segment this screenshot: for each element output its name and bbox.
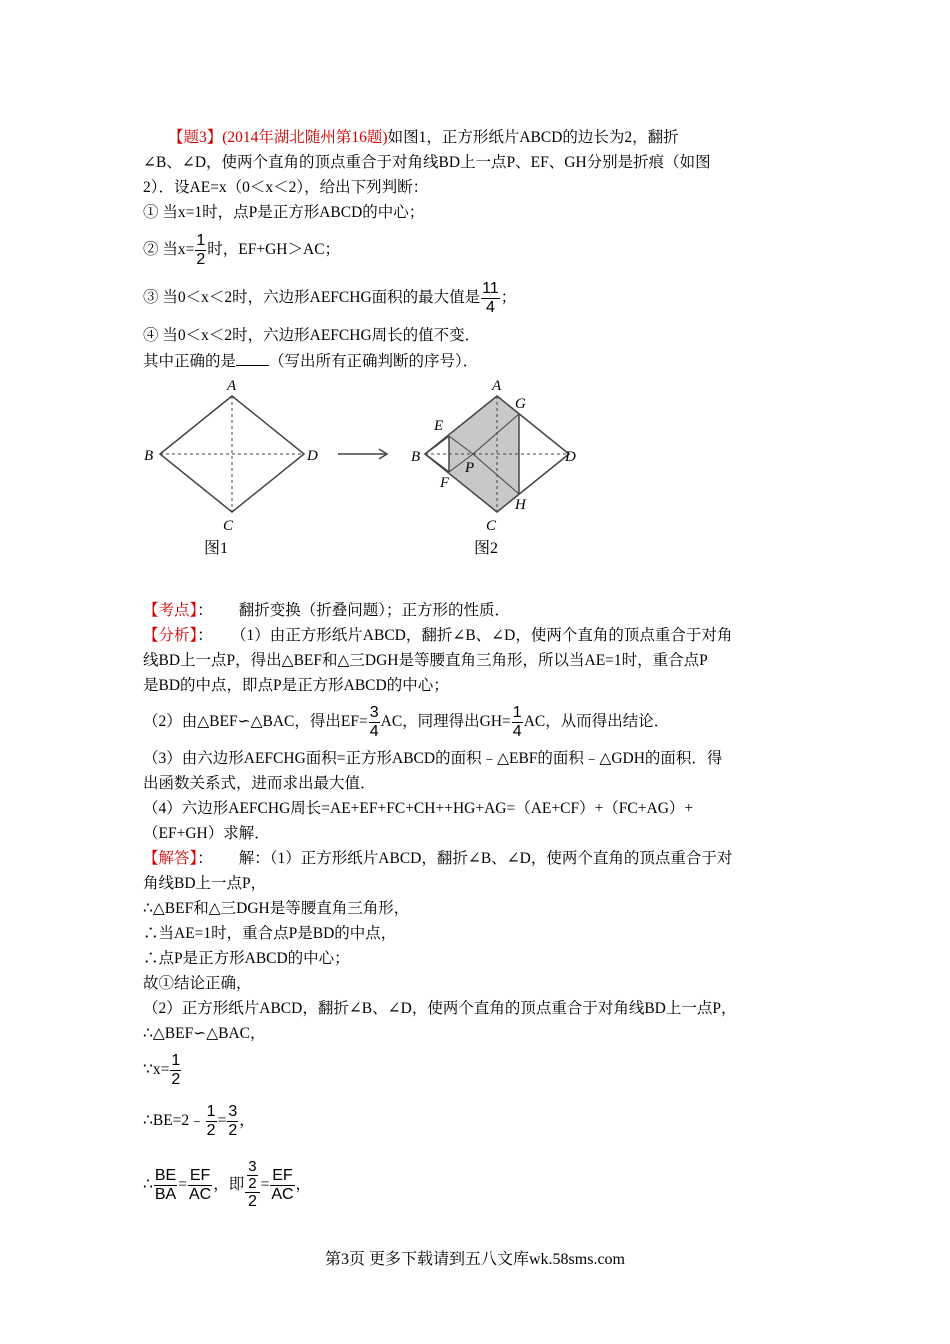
fenxi-line-5: （3）由六边形AEFCHG面积=正方形ABCD的面积﹣△EBF的面积﹣△GDH的面积．得: [143, 750, 723, 767]
jieda-line-5: ∴点P是正方形ABCD的中心；: [143, 950, 350, 967]
label-c: C: [223, 518, 234, 534]
fenxi-line-1: 【分析】： （1）由正方形纸片ABCD，翻折∠B、∠D，使两个直角的顶点重合于对角: [143, 627, 733, 644]
label-g: G: [515, 396, 526, 412]
jieda-line-10: ∴BE=2﹣ $\frac{1}{2}$ = $\frac{3}{2}$ ，: [143, 1102, 255, 1139]
figure-2-caption: 图2: [474, 540, 499, 557]
fenxi-line-3: 是BD的中点，即点P是正方形ABCD的中心；: [143, 677, 449, 694]
fraction: $\frac{BE}{BA}$: [154, 1166, 177, 1203]
jieda-line-7: （2）正方形纸片ABCD，翻折∠B、∠D，使两个直角的顶点重合于对角线BD上一点P，: [143, 1000, 737, 1017]
figure-2: [411, 378, 576, 557]
label-d2: D: [565, 449, 576, 465]
fraction: $\frac{3}{4}$: [369, 703, 379, 740]
answer-blank: [236, 351, 269, 366]
figure-panel: [130, 372, 600, 564]
kaodian-line: 【考点】： 翻折变换（折叠问题）；正方形的性质．: [143, 602, 511, 619]
fenxi-line-2: 线BD上一点P，得出△BEF和△三DGH是等腰直角三角形，所以当AE=1时，重合点P: [143, 652, 708, 669]
label-h: H: [515, 497, 526, 513]
fenxi-tag: 【分析】: [143, 627, 198, 644]
problem-text: 如图1，正方形纸片ABCD的边长为2，翻折: [387, 129, 679, 146]
label-b: B: [144, 448, 154, 464]
right-arrow-icon: [338, 449, 387, 459]
label-a2: A: [492, 378, 502, 394]
label-e: E: [434, 418, 444, 434]
fraction: $\frac{EF}{AC}$: [188, 1166, 212, 1203]
fraction: $\frac{1}{2}$: [206, 1102, 216, 1139]
fraction: $\frac{3}{2}$: [228, 1102, 238, 1139]
problem-line-2: ∠B、∠D，使两个直角的顶点重合于对角线BD上一点P、EF、GH分别是折痕（如图: [143, 154, 711, 171]
fraction: $\frac{1}{4}$: [512, 703, 522, 740]
label-d: D: [307, 448, 318, 464]
label-a: A: [227, 378, 237, 394]
fraction: $\frac{EF}{AC}$: [271, 1166, 294, 1203]
judgement-3: ③ 当0＜x＜2时，六边形AEFCHG面积的最大值是 $\frac{11}{4}$ ；: [143, 279, 517, 316]
jieda-line-8: ∴△BEF∽△BAC，: [143, 1025, 266, 1042]
judgement-2: ② 当x= $\frac{1}{2}$ 时，EF+GH＞AC；: [143, 231, 341, 268]
fraction: $\frac{1}{2}$: [171, 1051, 181, 1088]
fenxi-line-4: （2）由△BEF∽△BAC，得出EF= $\frac{3}{4}$ AC，同理得出GH= $\frac{1}{4}$ AC，从而得出结论．: [143, 703, 670, 740]
compound-fraction: $\frac{\frac{3}{2}}{2}$: [245, 1159, 259, 1211]
jieda-line-3: ∴△BEF和△三DGH是等腰直角三角形，: [143, 900, 410, 917]
jieda-line-11: ∴ $\frac{BE}{BA}$ = $\frac{EF}{AC}$ ，即 $\frac{\frac{3}{2}}{2}$ = $\frac{EF}{AC}$ ，: [143, 1158, 312, 1211]
figure-1: [144, 378, 318, 557]
problem-line-1: [168, 128, 679, 148]
label-p: P: [465, 460, 475, 476]
kaodian-tag: 【考点】: [143, 602, 198, 619]
label-b2: B: [411, 449, 421, 465]
jieda-line-6: 故①结论正确，: [143, 975, 252, 992]
figure-1-caption: 图1: [204, 540, 229, 557]
label-f: F: [440, 475, 450, 491]
fraction: $\frac{1}{2}$: [196, 231, 206, 268]
jieda-tag: 【解答】: [143, 850, 198, 867]
fenxi-line-8: （EF+GH）求解．: [143, 825, 270, 842]
page-footer: 第3页 更多下载请到五八文库wk.58sms.com: [324, 1251, 625, 1268]
question-prompt: 其中正确的是 （写出所有正确判断的序号）．: [143, 353, 479, 370]
shaded-hexagon-aefchg: [449, 396, 519, 512]
fraction: $\frac{11}{4}$: [482, 279, 499, 316]
jieda-line-9: ∵x= $\frac{1}{2}$: [143, 1051, 181, 1088]
label-c2: C: [486, 518, 497, 534]
jieda-line-4: ∴当AE=1时，重合点P是BD的中点，: [143, 925, 397, 942]
problem-tag: 【题3】: [168, 129, 223, 146]
problem-source: (2014年湖北随州第16题): [222, 129, 388, 146]
jieda-line-2: 角线BD上一点P，: [143, 875, 267, 892]
judgement-4: ④ 当0＜x＜2时，六边形AEFCHG周长的值不变．: [143, 327, 481, 344]
jieda-line-1: 【解答】： 解：（1）正方形纸片ABCD，翻折∠B、∠D，使两个直角的顶点重合于对: [143, 850, 733, 867]
inner-fraction: $\frac{3}{2}$: [248, 1158, 257, 1193]
judgement-1: ① 当x=1时，点P是正方形ABCD的中心；: [143, 204, 425, 221]
problem-line-3: 2）．设AE=x（0＜x＜2），给出下列判断：: [143, 179, 429, 196]
fenxi-line-6: 出函数关系式，进而求出最大值．: [143, 775, 376, 792]
fenxi-line-7: （4）六边形AEFCHG周长=AE+EF+FC+CH++HG+AG=（AE+CF）+（FC+AG）+: [143, 800, 694, 817]
